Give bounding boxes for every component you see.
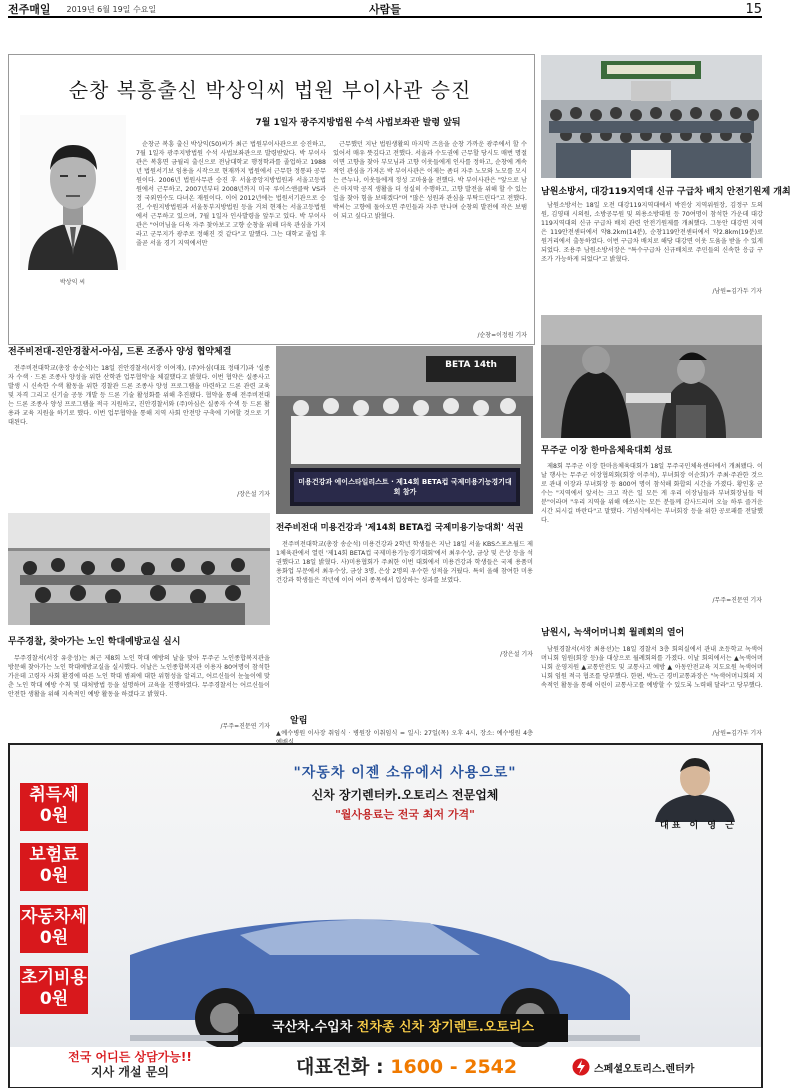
right3-text: 남원경찰서(서장 최용선)는 18일 경찰서 3층 회의실에서 관내 초등학교 녹색어머니회 임원(회장 등)을 대상으로 월례회의를 가졌다. 이날 회의에서는 ▲녹색어머니회 운영지원 ▲교통안전도 및 교통사고 예방 ▲ 아동안전교육 지도요원 녹색어머니회 임원 적극 협조를 당부했다. 한편, 박노근 경비교통과장은 "녹색어머니회의 지속적인 활동을 통해 어린이 교통사고를 예방할 수 있도록 노력해 달라"고 당부했다.	[541, 646, 763, 689]
badge-acquisition-tax-text: 취득세 0원	[29, 785, 79, 826]
badge-insurance-text: 보험료 0원	[29, 845, 79, 886]
contest-photo-tag: 미용건강과 에이스타일리스트 · 제14회 BETA컵 국제미용기능경기대회 참가	[298, 478, 512, 496]
section-title: 사람들	[369, 3, 401, 16]
right1-headline: 남원소방서, 대강119지역대 신규 구급차 배치 안전기원제 개최	[541, 187, 791, 197]
right2-credit: /무주=진문연 기자	[712, 597, 762, 604]
paper-name: 전주매일	[8, 3, 51, 16]
portrait-photo	[20, 115, 126, 270]
right3-credit: /남원=김가두 기자	[712, 730, 762, 737]
badge-insurance	[20, 843, 88, 891]
left2-headline: 전주비전대-진안경찰서-아심, 드론 조종사 양성 협약체결	[8, 347, 232, 357]
ad-banner-prefix: 국산차.수입차	[271, 1020, 357, 1035]
left2-credit: /장은설 기자	[237, 491, 270, 498]
badge-car-tax	[20, 905, 88, 953]
mid-credit: /장은설 기자	[500, 651, 533, 658]
badge-initial-cost	[20, 966, 88, 1014]
consult-line-2: 지사 개설 문의	[91, 1065, 169, 1079]
left2-body	[8, 364, 270, 490]
brand-name: 스페셜오토리스.렌터카	[594, 1063, 695, 1075]
right2-headline: 무주군 이장 한마음체육대회 성료	[541, 446, 673, 456]
lead-subheadline: 7월 1일자 광주지방법원 수석 사법보좌관 발령 앞둬	[255, 118, 461, 128]
lead-headline: 순창 복흥출신 박상익씨 법원 부이사관 승진	[68, 78, 472, 102]
page-number: 15	[745, 1, 762, 17]
ad-banner	[238, 1014, 568, 1042]
consult-notice	[30, 1050, 230, 1080]
left3-credit: /무주=진문연 기자	[220, 723, 270, 730]
lightning-icon	[572, 1058, 590, 1076]
ceo-name: 대표 이 영 근	[660, 821, 737, 831]
mid-text: 전주비전대학교(총장 송순석) 미용건강과 2학년 학생들은 지난 18일 서울 KBS스포츠월드 제1체육관에서 열린 '제14회 BETA컵 국제미용기능경기대회'에서 최우수상, 금상 및 은상 등을 석권했다고 18일 밝혔다. 사)미용협회가 주최한 이번 대회에서 미용건강과 학생들은 국제 용품미용화업 부문에서 최우수상, 금상 3명, 은상 2명의 우수한 성적을 거뒀다. 특히 올해 참여한 미용건강과 학생들은 작년에 이어 여러 종목에서 입상하는 성과를 보였다.	[276, 541, 533, 584]
elderly-class-photo	[8, 513, 270, 625]
ad-tagline: 신차 장기렌터카.오토리스 전문업체	[311, 788, 499, 802]
ad-banner-highlight: 전차종 신차 장기렌트.오토리스	[356, 1020, 535, 1035]
lead-col2-text: 근무했던 지난 법원생활의 마지막 즈음을 순창 가까운 광주에서 할 수 있어서 매우 뜻깊다고 전했다. 서울과 수도권에 근무할 당시도 매번 명절이면 고향을 찾아 부모님과 고향 이웃들에게 인사를 정하고, 순창에 계속적인 관심을 가져온 박 부이사관은 이제는 좀더 자주 노모와 노모를 모시는 큰누나, 이웃들에게 정성 고마움을 전했다. 박 부이사관은 "앞으로 남은 마지막 공직 생활을 더 성실히 수행하고, 고향 발전을 위해 할 수 있는 일을 찾아 힘을 보태겠다"며 "많은 성원과 관심을 부탁드린다"고 전했다. 박씨는 고향에 돌아오면 주민들과 자주 만나며 순창의 발전에 작은 보탬이 되고 싶다고 밝혔다.	[333, 141, 527, 220]
portrait-caption: 박상익 씨	[60, 279, 86, 286]
right2-body	[541, 462, 763, 597]
badge-initial-cost-text: 초기비용 0원	[21, 968, 87, 1009]
lead-col1-text: 순창군 복흥 출신 박상익(50)씨가 최근 법원부이사관으로 승진하고, 7월 1일자 광주지방법원 수석 사법보좌관으로 발령받았다. 박 부이사관은 복흥면 금월리 출신으로 전남대학교 행정학과를 졸업하고 1988년 법원서기보 임용을 시작으로 현재까지 법원에서 근무한 정통파 공무원이다. 2006년 법원사무관 승진 후 서울중앙지방법원과 서울고등법원에서 근무하고, 2007년부터 2008년까지 미국 루이스앤클락 VS과정 국외연수도 다녀온 재원이다. 이어 2012년에는 법원서기관으로 승진, 수원지방법원과 서울동부지방법원 등을 거쳐 현재는 서울고등법원에서 근무하고 있으며, 7월 1일자 인사발령을 앞두고 있다. 박 부이사관은 "어머님을 더욱 자주 찾아보고 고향 순창을 위해 더욱 관심을 가지라고 군무지가 광주로 정해진 것 같다"고 말했다. 그는 대학교 졸업 후 줄곧 서울 경기 지역에서만	[136, 141, 326, 247]
ceo-portrait	[640, 752, 750, 822]
right2-text: 제8회 무주군 이장 한마음체육대회가 18일 무주국민체육센터에서 개최됐다. 이날 행사는 무주군 이장협의회(회장 이주석), 부녀회장 이순희)가 주최·주관한 것으로 관내 이장과 부녀회장 등 800여 명이 참석해 화합의 시간을 가졌다. 황인홍 군수는 "지역에서 앞서는 크고 작은 일 모든 게 우리 이장님들과 부녀회장님들 덕분"이라며 "우리 지역을 위해 애쓰시는 모든 분들께 감사드리며 오늘 하루 즐거운 시간 되시길 바란다"고 말했다. 기념식에서는 부녀회장 등을 위한 공로패를 전달했다.	[541, 463, 763, 524]
right3-headline: 남원시, 녹색어머니회 월례회의 열어	[541, 628, 685, 638]
badge-car-tax-text: 자동차세 0원	[21, 907, 87, 948]
phone-label: 대표전화 :	[296, 1056, 391, 1078]
left3-body	[8, 654, 270, 722]
lead-column-1	[136, 140, 326, 318]
lead-credit: /순창=이정원 기자	[477, 332, 527, 339]
award-ceremony-photo	[541, 315, 762, 438]
right1-credit: /남원=김가두 기자	[712, 288, 762, 295]
ad-price-line: "월사용료는 전국 최저 가격"	[335, 808, 475, 821]
right1-body	[541, 201, 763, 291]
right1-text: 남원소방서는 18일 오전 대강119지역대에서 박진상 지역위원장, 김정구 도의원, 김영태 시의원, 소방공무원 및 의용소방대원 등 70여명이 참석한 가운데 대강119지역대의 신규 구급차 배치 관련 안전기원제를 개최했다. 그동안 대강면 지역은 119안전센터에서 약8.2km(14분), 순창119안전센터에서 약2.8km(19분)로 원거리에서 출동하였다. 이번 구급차 배치로 해당 대강면 이웃 도움을 받을 수 있게 되었다. 조용주 남원소방서장은 "특수구급차 신규배치로 주민들의 신속한 응급 구조가 가능하게 되었다"고 밝혔다.	[541, 202, 763, 263]
contest-banner-text: BETA 14th	[445, 360, 497, 370]
mid-headline: 전주비전대 미용건강과 '제14회 BETA컵 국제미용기능대회' 석권	[276, 523, 524, 533]
lead-column-2	[333, 140, 527, 318]
phone-number	[296, 1052, 517, 1079]
left3-headline: 무주경찰, 찾아가는 노인 학대예방교실 실시	[8, 637, 181, 647]
left2-text: 전주비전대학교(총장 송순석)는 18일 진안경찰서(서장 이여재), (주)아심(대표 정태기)과 '실종자 수색 · 드론 조종사 양성을 위한 산학관 업무협약'을 체결했다고 밝혔다. 이번 협약은 실종사고 발생 시 신속한 수색 활동을 위한 경찰관 드론 조종사 양성 프로그램을 마련하고 드론 관련 교육 및 자격 그리고 신기술 공동 개발 등 드론 기술 활성화를 위해 추진됐다. 협약을 통해 전주비전대는 드론 조종사 양성 프로그램을 적극 지원하고, 진안경찰서와 (주)아심은 실종자 수색 등 드론 활용과 교육 지원을 하기로 했다. 이번 업무협약을 통해 지역 사회 안전망 구축에 기여할 것으로 기대된다.	[8, 365, 270, 426]
beauty-contest-photo	[276, 346, 533, 514]
right3-body	[541, 645, 763, 730]
brand-logo	[572, 1058, 694, 1076]
badge-acquisition-tax	[20, 783, 88, 831]
issue-date: 2019년 6월 19일 수요일	[66, 4, 157, 14]
ad-slogan: "자동차 이젠 소유에서 사용으로"	[293, 765, 517, 781]
phone-value: 1600 - 2542	[390, 1056, 518, 1078]
mid-body	[276, 540, 533, 650]
left3-text: 무주경찰서(서장 유충성)는 최근 제8회 노인 학대 예방의 날을 맞아 무주군 노인종합복지관을 방문해 찾아가는 노인 학대예방교실을 실시했다. 이날은 노인종합복지관 이용자 80여명이 참석한 가운데 고령자 사회 환경에 따른 노인 학대 범죄에 대한 위험성을 알리고, 어르신들이 눈높이에 맞춘 노인 학대 예방 수칙 및 대처방법 등을 설명하며 교육을 진행하였다. 무주경찰서는 어르신들이 안전한 생활을 위해 지속적인 예방 활동을 하겠다고 밝혔다.	[8, 655, 270, 698]
notice-text: ▲예수병원 이사장 취임식 · 병원장 이취임식 = 일시: 27일(목) 오후 4시, 장소: 예수병원 4층	[276, 730, 533, 737]
ceremony-group-photo	[541, 55, 762, 178]
notice-title: 알림	[290, 716, 308, 726]
consult-line-1: 전국 어디든 상담가능!!	[68, 1050, 192, 1064]
page-header	[8, 2, 762, 18]
